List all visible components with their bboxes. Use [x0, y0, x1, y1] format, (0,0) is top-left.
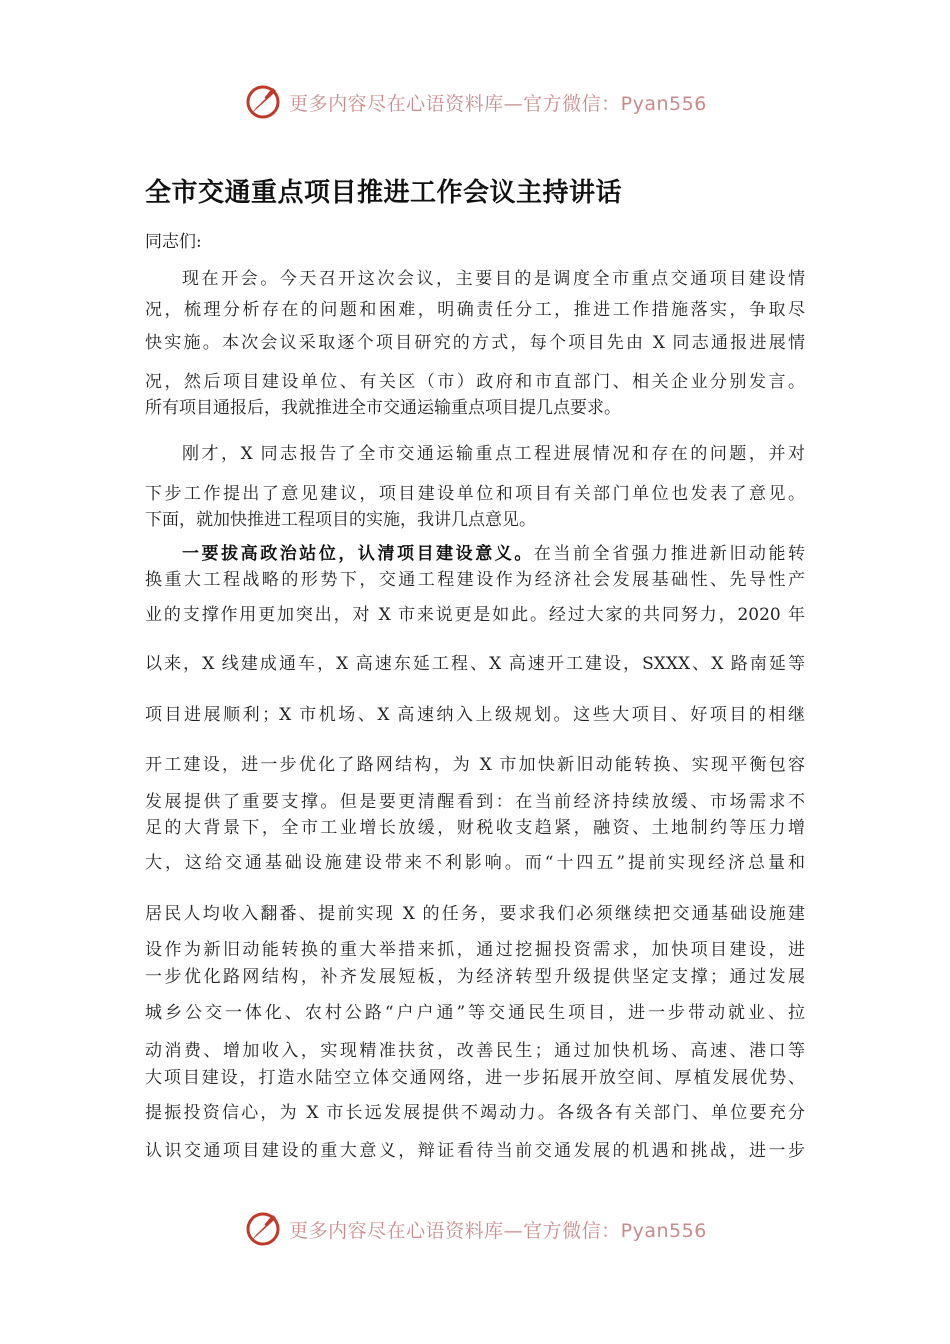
paragraph-line: 大项目建设，打造水陆空立体交通网络，进一步拓展开放空间、厚植发展优势、: [145, 1068, 805, 1088]
paragraph-line: 一要拔高政治站位，认清项目建设意义。在当前全省强力推进新旧动能转: [182, 544, 806, 564]
paragraph-line: 下步工作提出了意见建议，项目建设单位和项目有关部门单位也发表了意见。: [145, 484, 805, 504]
paragraph-line: 认识交通项目建设的重大意义，辩证看待当前交通发展的机遇和挑战，进一步: [145, 1141, 805, 1161]
paragraph-line: 居民人均收入翻番、提前实现 X 的任务，要求我们必须继续把交通基础设施建: [145, 904, 805, 924]
paragraph-line: 动消费、增加收入，实现精准扶贫，改善民生；通过加快机场、高速、港口等: [145, 1041, 805, 1061]
section-heading: 一要拔高政治站位，认清项目建设意义。: [182, 544, 534, 564]
paragraph-line: 大，这给交通基础设施建设带来不利影响。而“十四五”提前实现经济总量和: [145, 853, 805, 873]
paragraph-line: 城乡公交一体化、农村公路“户户通”等交通民生项目，进一步带动就业、拉: [145, 1003, 805, 1023]
footer-banner: [0, 1207, 950, 1251]
banner-text: 更多内容尽在心语资料库—官方微信：Pyan556: [289, 92, 707, 115]
paragraph-line: 换重大工程战略的形势下，交通工程建设作为经济社会发展基础性、先导性产: [145, 570, 805, 590]
paragraph-line: 项目进展顺利；X 市机场、X 高速纳入上级规划。这些大项目、好项目的相继: [145, 705, 805, 725]
quill-logo-icon: [243, 82, 283, 122]
paragraph-line: 下面，就加快推进工程项目的实施，我讲几点意见。: [145, 510, 536, 530]
paragraph-line: 业的支撑作用更加突出，对 X 市来说更是如此。经过大家的共同努力，2020 年: [145, 605, 805, 625]
paragraph-line: 设作为新旧动能转换的重大举措来抓，通过挖掘投资需求，加快项目建设，进: [145, 940, 805, 960]
paragraph-line: 快实施。本次会议采取逐个项目研究的方式，每个项目先由 X 同志通报进展情: [145, 333, 805, 353]
paragraph-line: 所有项目通报后，我就推进全市交通运输重点项目提几点要求。: [145, 398, 621, 418]
salutation: 同志们:: [145, 232, 202, 252]
banner-text: 更多内容尽在心语资料库—官方微信：Pyan556: [289, 1219, 707, 1242]
page-title: 全市交通重点项目推进工作会议主持讲话: [145, 178, 623, 208]
paragraph-line: 刚才，X 同志报告了全市交通运输重点工程进展情况和存在的问题，并对: [182, 444, 805, 464]
paragraph-line: 发展提供了重要支撑。但是要更清醒看到：在当前经济持续放缓、市场需求不: [145, 792, 805, 812]
header-banner: [0, 80, 950, 124]
paragraph-line: 以来，X 线建成通车，X 高速东延工程、X 高速开工建设，SXXX、X 路南延等: [145, 654, 805, 674]
quill-logo-icon: [243, 1209, 283, 1249]
paragraph-line: 足的大背景下，全市工业增长放缓，财税收支趋紧，融资、土地制约等压力增: [145, 818, 805, 838]
paragraph-line: 一步优化路网结构，补齐发展短板，为经济转型升级提供坚定支撑；通过发展: [145, 967, 805, 987]
paragraph-line: 提振投资信心，为 X 市长远发展提供不竭动力。各级各有关部门、单位要充分: [145, 1103, 805, 1123]
paragraph-line: 况，然后项目建设单位、有关区（市）政府和市直部门、相关企业分别发言。: [145, 372, 805, 392]
paragraph-line: 况，梳理分析存在的问题和困难，明确责任分工，推进工作措施落实，争取尽: [145, 300, 805, 320]
paragraph-line: 现在开会。今天召开这次会议，主要目的是调度全市重点交通项目建设情: [182, 269, 805, 289]
paragraph-line: 开工建设，进一步优化了路网结构，为 X 市加快新旧动能转换、实现平衡包容: [145, 755, 805, 775]
